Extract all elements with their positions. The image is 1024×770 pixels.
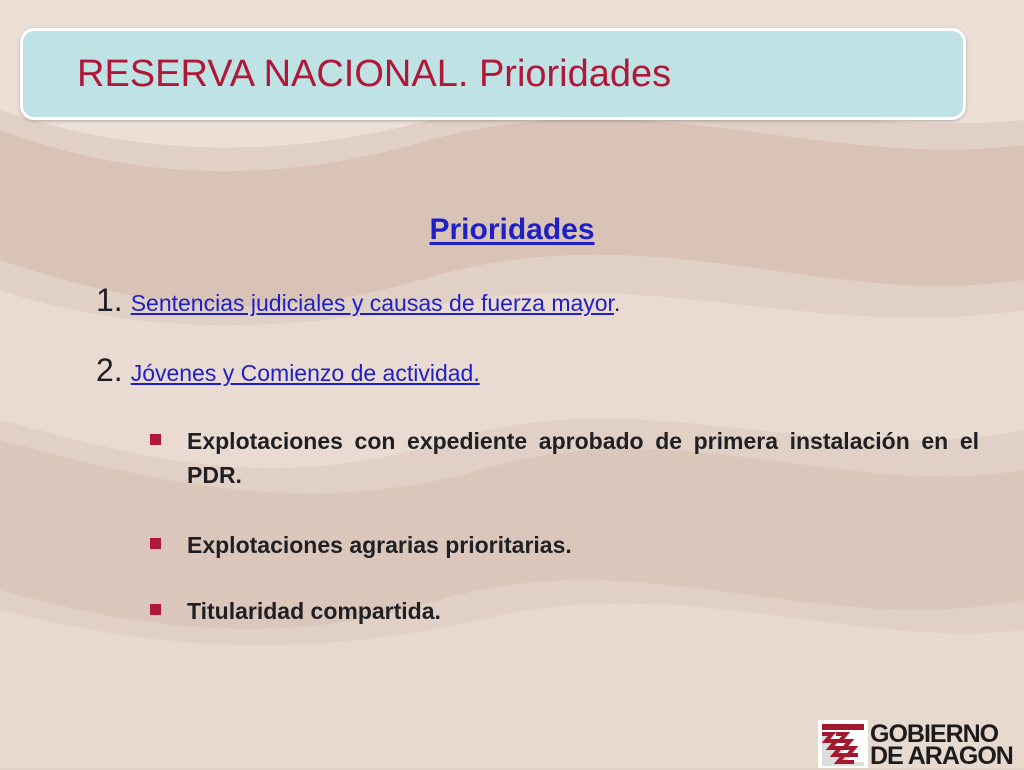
numbered-item-2	[96, 352, 480, 392]
item-number: 2.	[96, 352, 123, 388]
bullet-text: Titularidad compartida.	[187, 598, 441, 624]
bullet-text: Explotaciones con expediente aprobado de primera instalación en el PDR.	[187, 428, 979, 488]
aragon-emblem-icon	[818, 720, 868, 768]
item-number: 1.	[96, 282, 123, 318]
section-heading[interactable]: Prioridades	[429, 213, 595, 246]
title-box	[20, 28, 966, 120]
square-bullet-icon	[150, 434, 161, 445]
item-tail: .	[613, 290, 621, 316]
numbered-item-1	[96, 282, 620, 322]
logo-text-line1: GOBIERNO	[870, 720, 999, 748]
bullet-text: Explotaciones agrarias prioritarias.	[187, 532, 572, 558]
square-bullet-icon	[150, 604, 161, 615]
slide-title: RESERVA NACIONAL. Prioridades	[77, 53, 672, 95]
square-bullet-icon	[150, 538, 161, 549]
item-link[interactable]: Jóvenes y Comienzo de actividad.	[130, 360, 480, 386]
logo-text-line2: DE ARAGON	[870, 742, 1013, 770]
gobierno-aragon-logo	[818, 720, 1024, 768]
item-link[interactable]: Sentencias judiciales y causas de fuerza mayor	[130, 290, 614, 316]
